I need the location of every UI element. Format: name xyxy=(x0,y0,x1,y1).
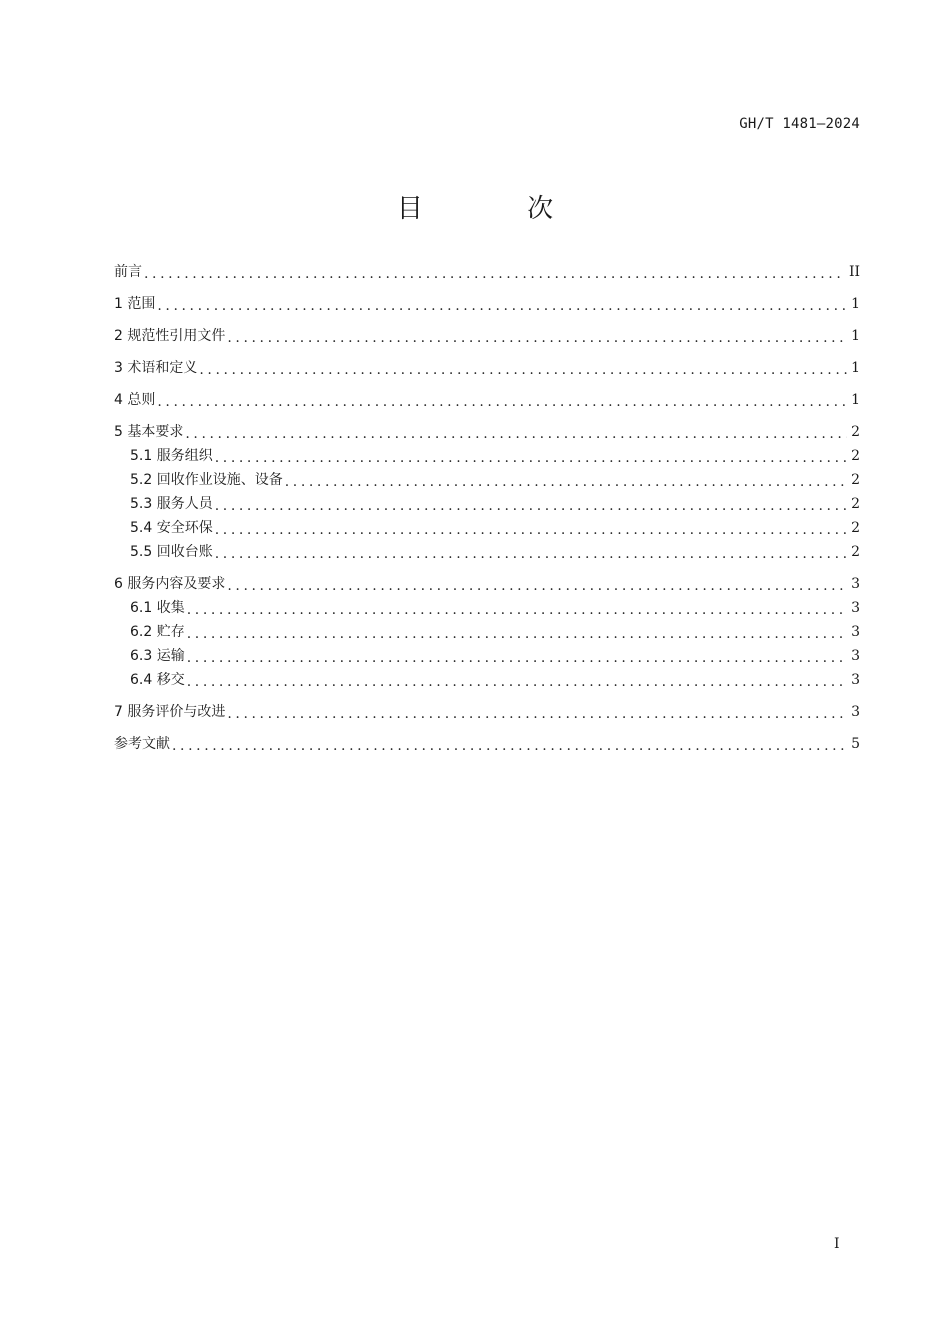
toc-leader-dots xyxy=(227,330,847,346)
toc-entry-label: 5.1 服务组织 xyxy=(130,448,213,464)
toc-leader-dots xyxy=(157,394,847,410)
toc-entry-6-3[interactable] xyxy=(114,646,860,666)
toc-entry-page: 3 xyxy=(851,648,860,664)
toc-leader-dots xyxy=(215,546,847,562)
toc-entry-7[interactable] xyxy=(114,702,860,722)
toc-entry-page: 2 xyxy=(851,520,860,536)
toc-entry-label: 6.1 收集 xyxy=(130,600,185,616)
toc-entry-page: 3 xyxy=(851,624,860,640)
toc-entry-5-5[interactable] xyxy=(114,542,860,562)
toc-entry-label: 4 总则 xyxy=(114,392,156,408)
toc-entry-6-1[interactable] xyxy=(114,598,860,618)
toc-entry-page: II xyxy=(848,264,860,280)
toc-entry-label: 6.2 贮存 xyxy=(130,624,185,640)
toc-entry-page: 1 xyxy=(851,328,860,344)
toc-entry-label: 2 规范性引用文件 xyxy=(114,328,226,344)
toc-entry-6[interactable] xyxy=(114,574,860,594)
toc-leader-dots xyxy=(227,578,847,594)
toc-entry-label: 5.2 回收作业设施、设备 xyxy=(130,472,283,488)
toc-leader-dots xyxy=(187,602,847,618)
toc-entry-5-2[interactable] xyxy=(114,470,860,490)
toc-leader-dots xyxy=(172,738,847,754)
toc-leader-dots xyxy=(187,650,847,666)
toc-entry-label: 3 术语和定义 xyxy=(114,360,198,376)
toc-entry-5-4[interactable] xyxy=(114,518,860,538)
toc-entry-page: 1 xyxy=(851,296,860,312)
toc-entry-label: 5 基本要求 xyxy=(114,424,184,440)
toc-entry-page: 2 xyxy=(851,544,860,560)
toc-entry-bibliography[interactable] xyxy=(114,734,860,754)
toc-entry-1[interactable] xyxy=(114,294,860,314)
toc-entry-page: 2 xyxy=(851,472,860,488)
toc-entry-6-2[interactable] xyxy=(114,622,860,642)
document-code: GH/T 1481—2024 xyxy=(739,116,860,132)
toc-entry-page: 2 xyxy=(851,496,860,512)
toc-entry-5-3[interactable] xyxy=(114,494,860,514)
toc-leader-dots xyxy=(157,298,847,314)
toc-entry-label: 1 范围 xyxy=(114,296,156,312)
toc-entry-5-1[interactable] xyxy=(114,446,860,466)
toc-leader-dots xyxy=(199,362,847,378)
toc-entry-page: 2 xyxy=(851,448,860,464)
toc-entry-5[interactable] xyxy=(114,422,860,442)
toc-entry-foreword[interactable] xyxy=(114,262,860,282)
page-title: 目 次 xyxy=(396,194,602,224)
toc-entry-3[interactable] xyxy=(114,358,860,378)
toc-leader-dots xyxy=(187,674,847,690)
toc-entry-label: 前言 xyxy=(114,264,142,280)
toc-leader-dots xyxy=(215,450,847,466)
toc-entry-label: 6.3 运输 xyxy=(130,648,185,664)
toc-entry-page: 2 xyxy=(851,424,860,440)
toc-entry-label: 6.4 移交 xyxy=(130,672,185,688)
toc-entry-page: 3 xyxy=(851,672,860,688)
toc-entry-page: 3 xyxy=(851,600,860,616)
page-number: I xyxy=(834,1236,840,1252)
toc-entry-page: 5 xyxy=(851,736,860,752)
toc-leader-dots xyxy=(227,706,847,722)
toc-entry-page: 1 xyxy=(851,360,860,376)
toc-entry-label: 7 服务评价与改进 xyxy=(114,704,226,720)
table-of-contents xyxy=(114,262,860,754)
toc-leader-dots xyxy=(285,474,847,490)
toc-entry-label: 参考文献 xyxy=(114,736,170,752)
toc-entry-label: 5.3 服务人员 xyxy=(130,496,213,512)
toc-entry-2[interactable] xyxy=(114,326,860,346)
toc-entry-label: 6 服务内容及要求 xyxy=(114,576,226,592)
toc-leader-dots xyxy=(144,266,845,282)
toc-leader-dots xyxy=(187,626,847,642)
toc-entry-page: 3 xyxy=(851,576,860,592)
toc-entry-6-4[interactable] xyxy=(114,670,860,690)
toc-leader-dots xyxy=(215,522,847,538)
toc-entry-label: 5.4 安全环保 xyxy=(130,520,213,536)
toc-entry-page: 1 xyxy=(851,392,860,408)
toc-entry-4[interactable] xyxy=(114,390,860,410)
toc-entry-page: 3 xyxy=(851,704,860,720)
toc-entry-label: 5.5 回收台账 xyxy=(130,544,213,560)
toc-leader-dots xyxy=(215,498,847,514)
toc-leader-dots xyxy=(185,426,847,442)
